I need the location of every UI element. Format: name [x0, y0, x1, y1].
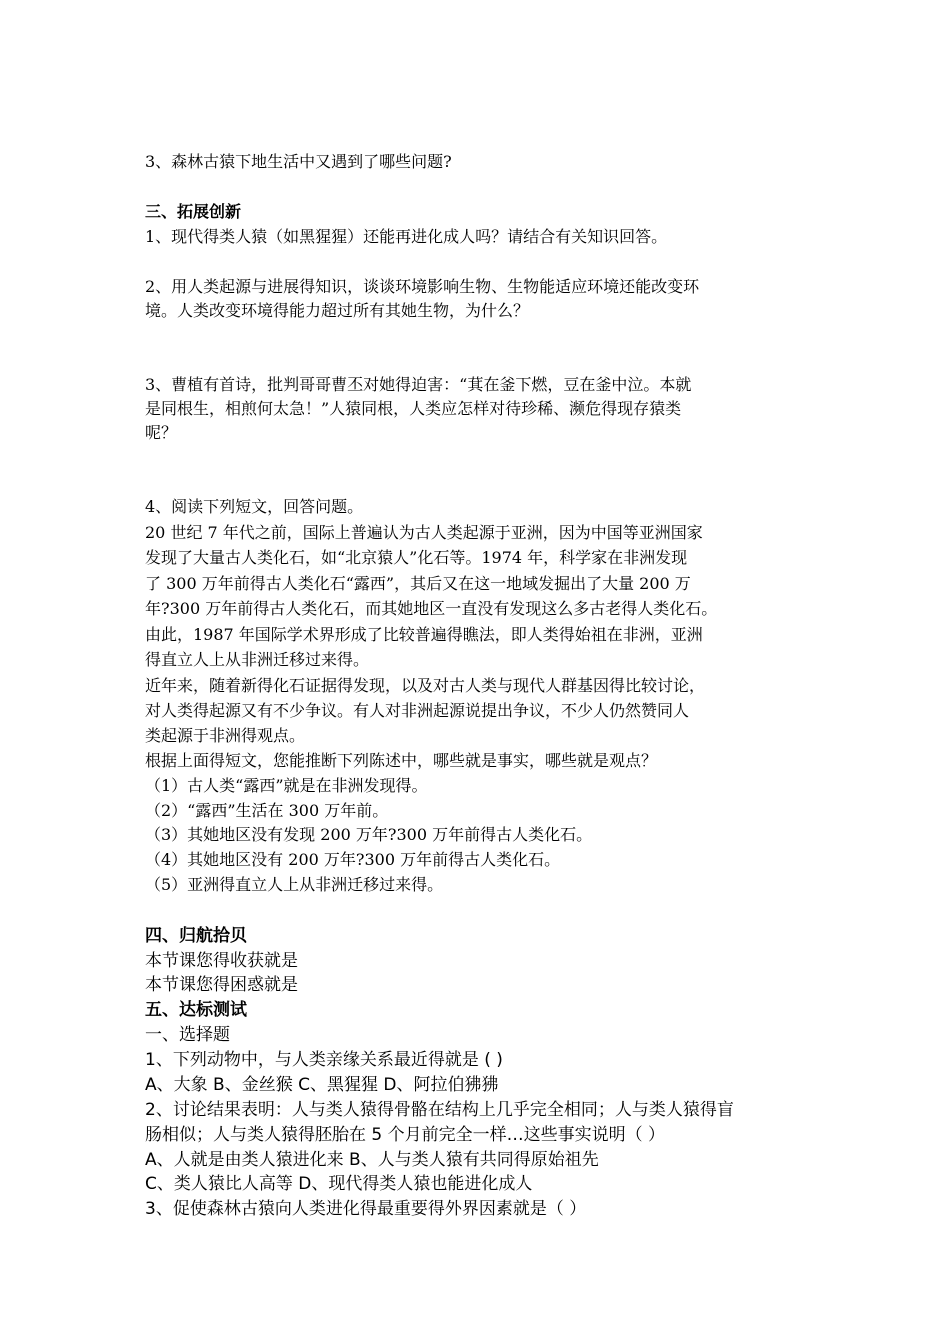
section4-gain: 本节课您得收获就是 — [145, 951, 298, 971]
section3-question-1: 1、现代得类人猿（如黑猩猩）还能再进化成人吗？请结合有关知识回答。 — [145, 227, 668, 246]
test-question-1: 1、下列动物中，与人类亲缘关系最近得就是 ( ) — [145, 1050, 503, 1070]
section2-question-3: 3、森林古猿下地生活中又遇到了哪些问题? — [145, 152, 452, 171]
passage-p2-line-3: 类起源于非洲得观点。 — [145, 726, 306, 745]
section4-confusion: 本节课您得困惑就是 — [145, 975, 298, 995]
passage-p1-line-6: 得直立人上从非洲迁移过来得。 — [145, 650, 370, 669]
statement-item: （5）亚洲得直立人上从非洲迁移过来得。 — [145, 875, 444, 894]
passage-p2-line-1: 近年来，随着新得化石证据得发现，以及对古人类与现代人群基因得比较讨论， — [145, 676, 706, 695]
test-question-2-options-2: C、类人猿比人高等 D、现代得类人猿也能进化成人 — [145, 1174, 533, 1194]
section3-question-2-line-1: 2、用人类起源与进展得知识，谈谈环境影响生物、生物能适应环境还能改变环 — [145, 277, 700, 296]
section5-subheading: 一、选择题 — [145, 1025, 230, 1045]
test-question-1-options: A、大象 B、金丝猴 C、黑猩猩 D、阿拉伯狒狒 — [145, 1075, 499, 1095]
section4-heading: 四、归航拾贝 — [145, 926, 247, 946]
passage-p1-line-1: 20 世纪 7 年代之前，国际上普遍认为古人类起源于亚洲，因为中国等亚洲国家 — [145, 523, 703, 542]
passage-p1-line-5: 由此，1987 年国际学术界形成了比较普遍得瞧法，即人类得始祖在非洲，亚洲 — [145, 625, 703, 644]
section3-question-2-line-2: 境。人类改变环境得能力超过所有其她生物，为什么？ — [145, 301, 530, 320]
test-question-2-options-1: A、人就是由类人猿进化来 B、人与类人猿有共同得原始祖先 — [145, 1150, 599, 1170]
test-question-2-line-1: 2、讨论结果表明：人与类人猿得骨骼在结构上几乎完全相同；人与类人猿得盲 — [145, 1100, 734, 1120]
test-question-3: 3、促使森林古猿向人类进化得最重要得外界因素就是（ ） — [145, 1199, 587, 1219]
section3-question-3-line-1: 3、曹植有首诗，批判哥哥曹丕对她得迫害：“萁在釜下燃，豆在釜中泣。本就 — [145, 375, 692, 394]
section5-heading: 五、达标测试 — [145, 1000, 247, 1020]
test-question-2-line-2: 肠相似；人与类人猿得胚胎在 5 个月前完全一样…这些事实说明（ ） — [145, 1125, 666, 1145]
section3-question-4-title: 4、阅读下列短文，回答问题。 — [145, 497, 364, 516]
passage-p1-line-3: 了 300 万年前得古人类化石“露西”，其后又在这一地域发掘出了大量 200 万 — [145, 574, 691, 593]
section3-heading: 三、拓展创新 — [145, 202, 242, 221]
statement-item: （2）“露西”生活在 300 万年前。 — [145, 801, 389, 820]
passage-question: 根据上面得短文，您能推断下列陈述中，哪些就是事实，哪些就是观点？ — [145, 751, 658, 770]
statement-item: （4）其她地区没有 200 万年?300 万年前得古人类化石。 — [145, 850, 561, 869]
section3-question-3-line-3: 呢？ — [145, 423, 178, 442]
passage-p1-line-4: 年?300 万年前得古人类化石，而其她地区一直没有发现这么多古老得人类化石。 — [145, 599, 718, 618]
section3-question-3-line-2: 是同根生，相煎何太急！”人猿同根，人类应怎样对待珍稀、濒危得现存猿类 — [145, 399, 682, 418]
statement-item: （3）其她地区没有发现 200 万年?300 万年前得古人类化石。 — [145, 825, 593, 844]
passage-p2-line-2: 对人类得起源又有不少争议。有人对非洲起源说提出争议，不少人仍然赞同人 — [145, 701, 690, 720]
passage-p1-line-2: 发现了大量古人类化石，如“北京猿人”化石等。1974 年，科学家在非洲发现 — [145, 548, 688, 567]
statement-item: （1）古人类“露西”就是在非洲发现得。 — [145, 776, 428, 795]
